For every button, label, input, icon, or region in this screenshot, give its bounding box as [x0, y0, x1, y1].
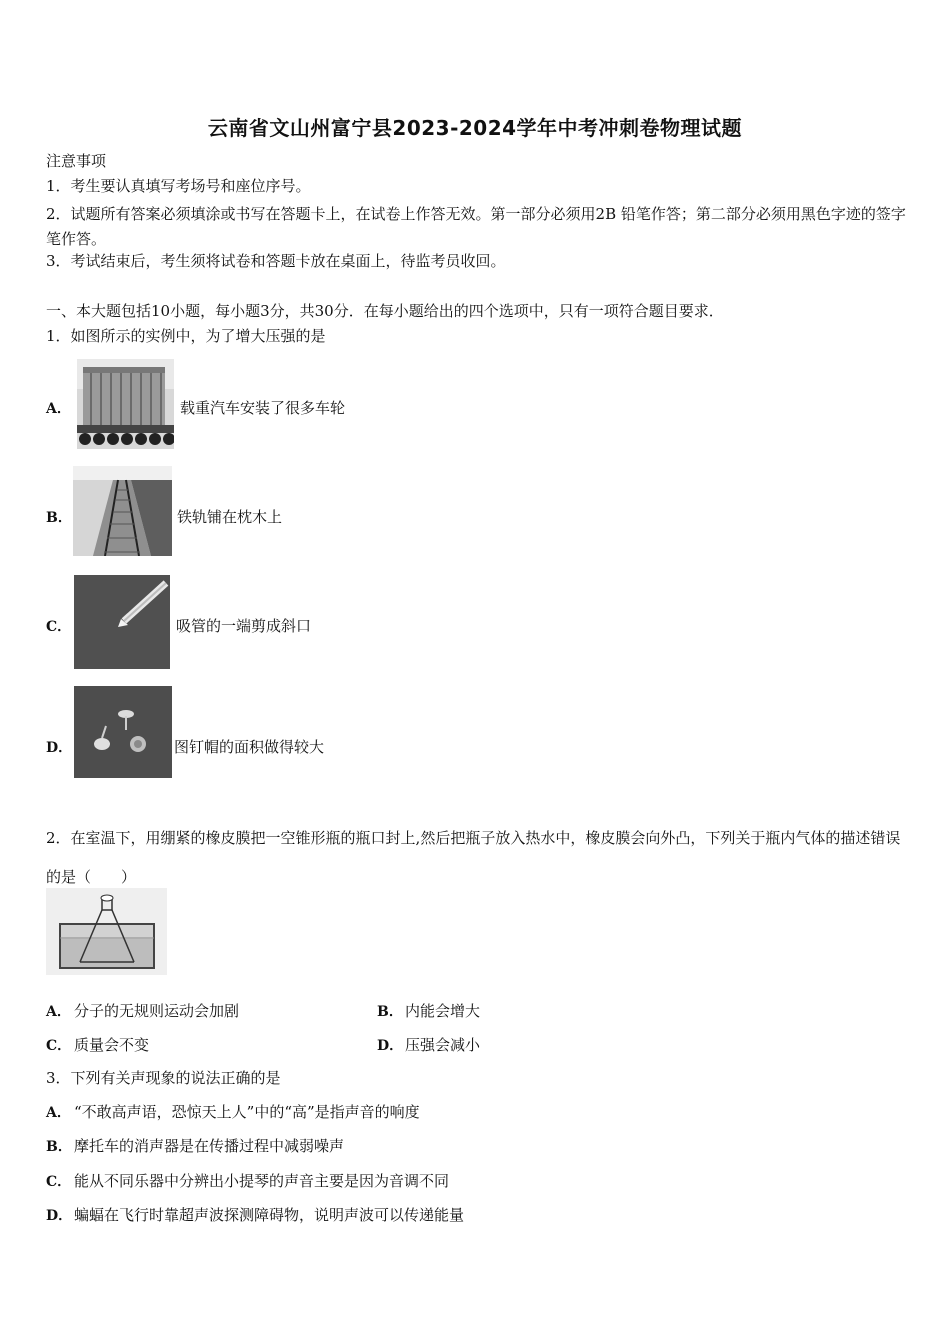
railway-image — [73, 466, 172, 556]
q2-option-c-letter[interactable]: C． — [46, 1038, 72, 1054]
q1-option-c-letter[interactable]: C． — [46, 619, 72, 635]
q1-option-a-text: 载重汽车安装了很多车轮 — [180, 399, 346, 417]
notice-item-1: 1．考生要认真填写考场号和座位序号。 — [46, 177, 311, 195]
q1-option-b-letter[interactable]: B． — [46, 510, 72, 526]
q3-option-b-letter[interactable]: B． — [46, 1139, 72, 1155]
q2-option-b-letter[interactable]: B． — [377, 1004, 403, 1020]
q3-stem: 3．下列有关声现象的说法正确的是 — [46, 1069, 281, 1087]
notice-item-2: 2．试题所有答案必须填涂或书写在答题卡上，在试卷上作答无效。第一部分必须用2B 铅笔作答；第二部分必须用黑色字迹的签字笔作答。 — [46, 205, 906, 248]
q3-option-c-letter[interactable]: C． — [46, 1174, 72, 1190]
q3-option-c-text: 能从不同乐器中分辨出小提琴的声音主要是因为音调不同 — [74, 1172, 450, 1190]
q3-option-d-text: 蝙蝠在飞行时靠超声波探测障碍物，说明声波可以传递能量 — [74, 1206, 465, 1224]
truck-image — [77, 359, 174, 449]
section-header: 一、本大题包括10小题，每小题3分，共30分．在每小题给出的四个选项中，只有一项符合题目要求． — [46, 302, 724, 320]
straw-image — [74, 575, 170, 669]
q3-option-b-text: 摩托车的消声器是在传播过程中减弱噪声 — [74, 1137, 345, 1155]
q1-option-a-letter[interactable]: A． — [46, 401, 71, 417]
q2-option-a-text: 分子的无规则运动会加剧 — [74, 1002, 240, 1020]
q2-stem: 2．在室温下，用绷紧的橡皮膜把一空锥形瓶的瓶口封上,然后把瓶子放入热水中，橡皮膜会向外凸，下列关于瓶内气体的描述错误的是（ ） — [46, 829, 901, 886]
q1-option-d-text: 图钉帽的面积做得较大 — [174, 738, 325, 756]
q3-option-a-letter[interactable]: A． — [46, 1105, 71, 1121]
q2-option-a-letter[interactable]: A． — [46, 1004, 71, 1020]
notice-heading: 注意事项 — [46, 152, 107, 170]
q2-option-c-text: 质量会不变 — [74, 1036, 150, 1054]
q1-option-b-text: 铁轨铺在枕木上 — [177, 508, 283, 526]
q3-option-d-letter[interactable]: D． — [46, 1208, 73, 1224]
q1-option-d-letter[interactable]: D． — [46, 740, 73, 756]
q3-option-a-text: “不敢高声语，恐惊天上人”中的“高”是指声音的响度 — [74, 1103, 420, 1121]
q2-option-d-text: 压强会减小 — [405, 1036, 481, 1054]
thumbtack-image — [74, 686, 172, 778]
q2-option-b-text: 内能会增大 — [405, 1002, 481, 1020]
q1-option-c-text: 吸管的一端剪成斜口 — [176, 617, 312, 635]
q1-stem: 1．如图所示的实例中，为了增大压强的是 — [46, 327, 326, 345]
flask-in-water-image — [46, 888, 167, 975]
page-title: 云南省文山州富宁县2023-2024学年中考冲刺卷物理试题 — [207, 116, 743, 140]
q2-option-d-letter[interactable]: D． — [377, 1038, 404, 1054]
notice-item-3: 3．考试结束后，考生须将试卷和答题卡放在桌面上，待监考员收回。 — [46, 252, 506, 270]
